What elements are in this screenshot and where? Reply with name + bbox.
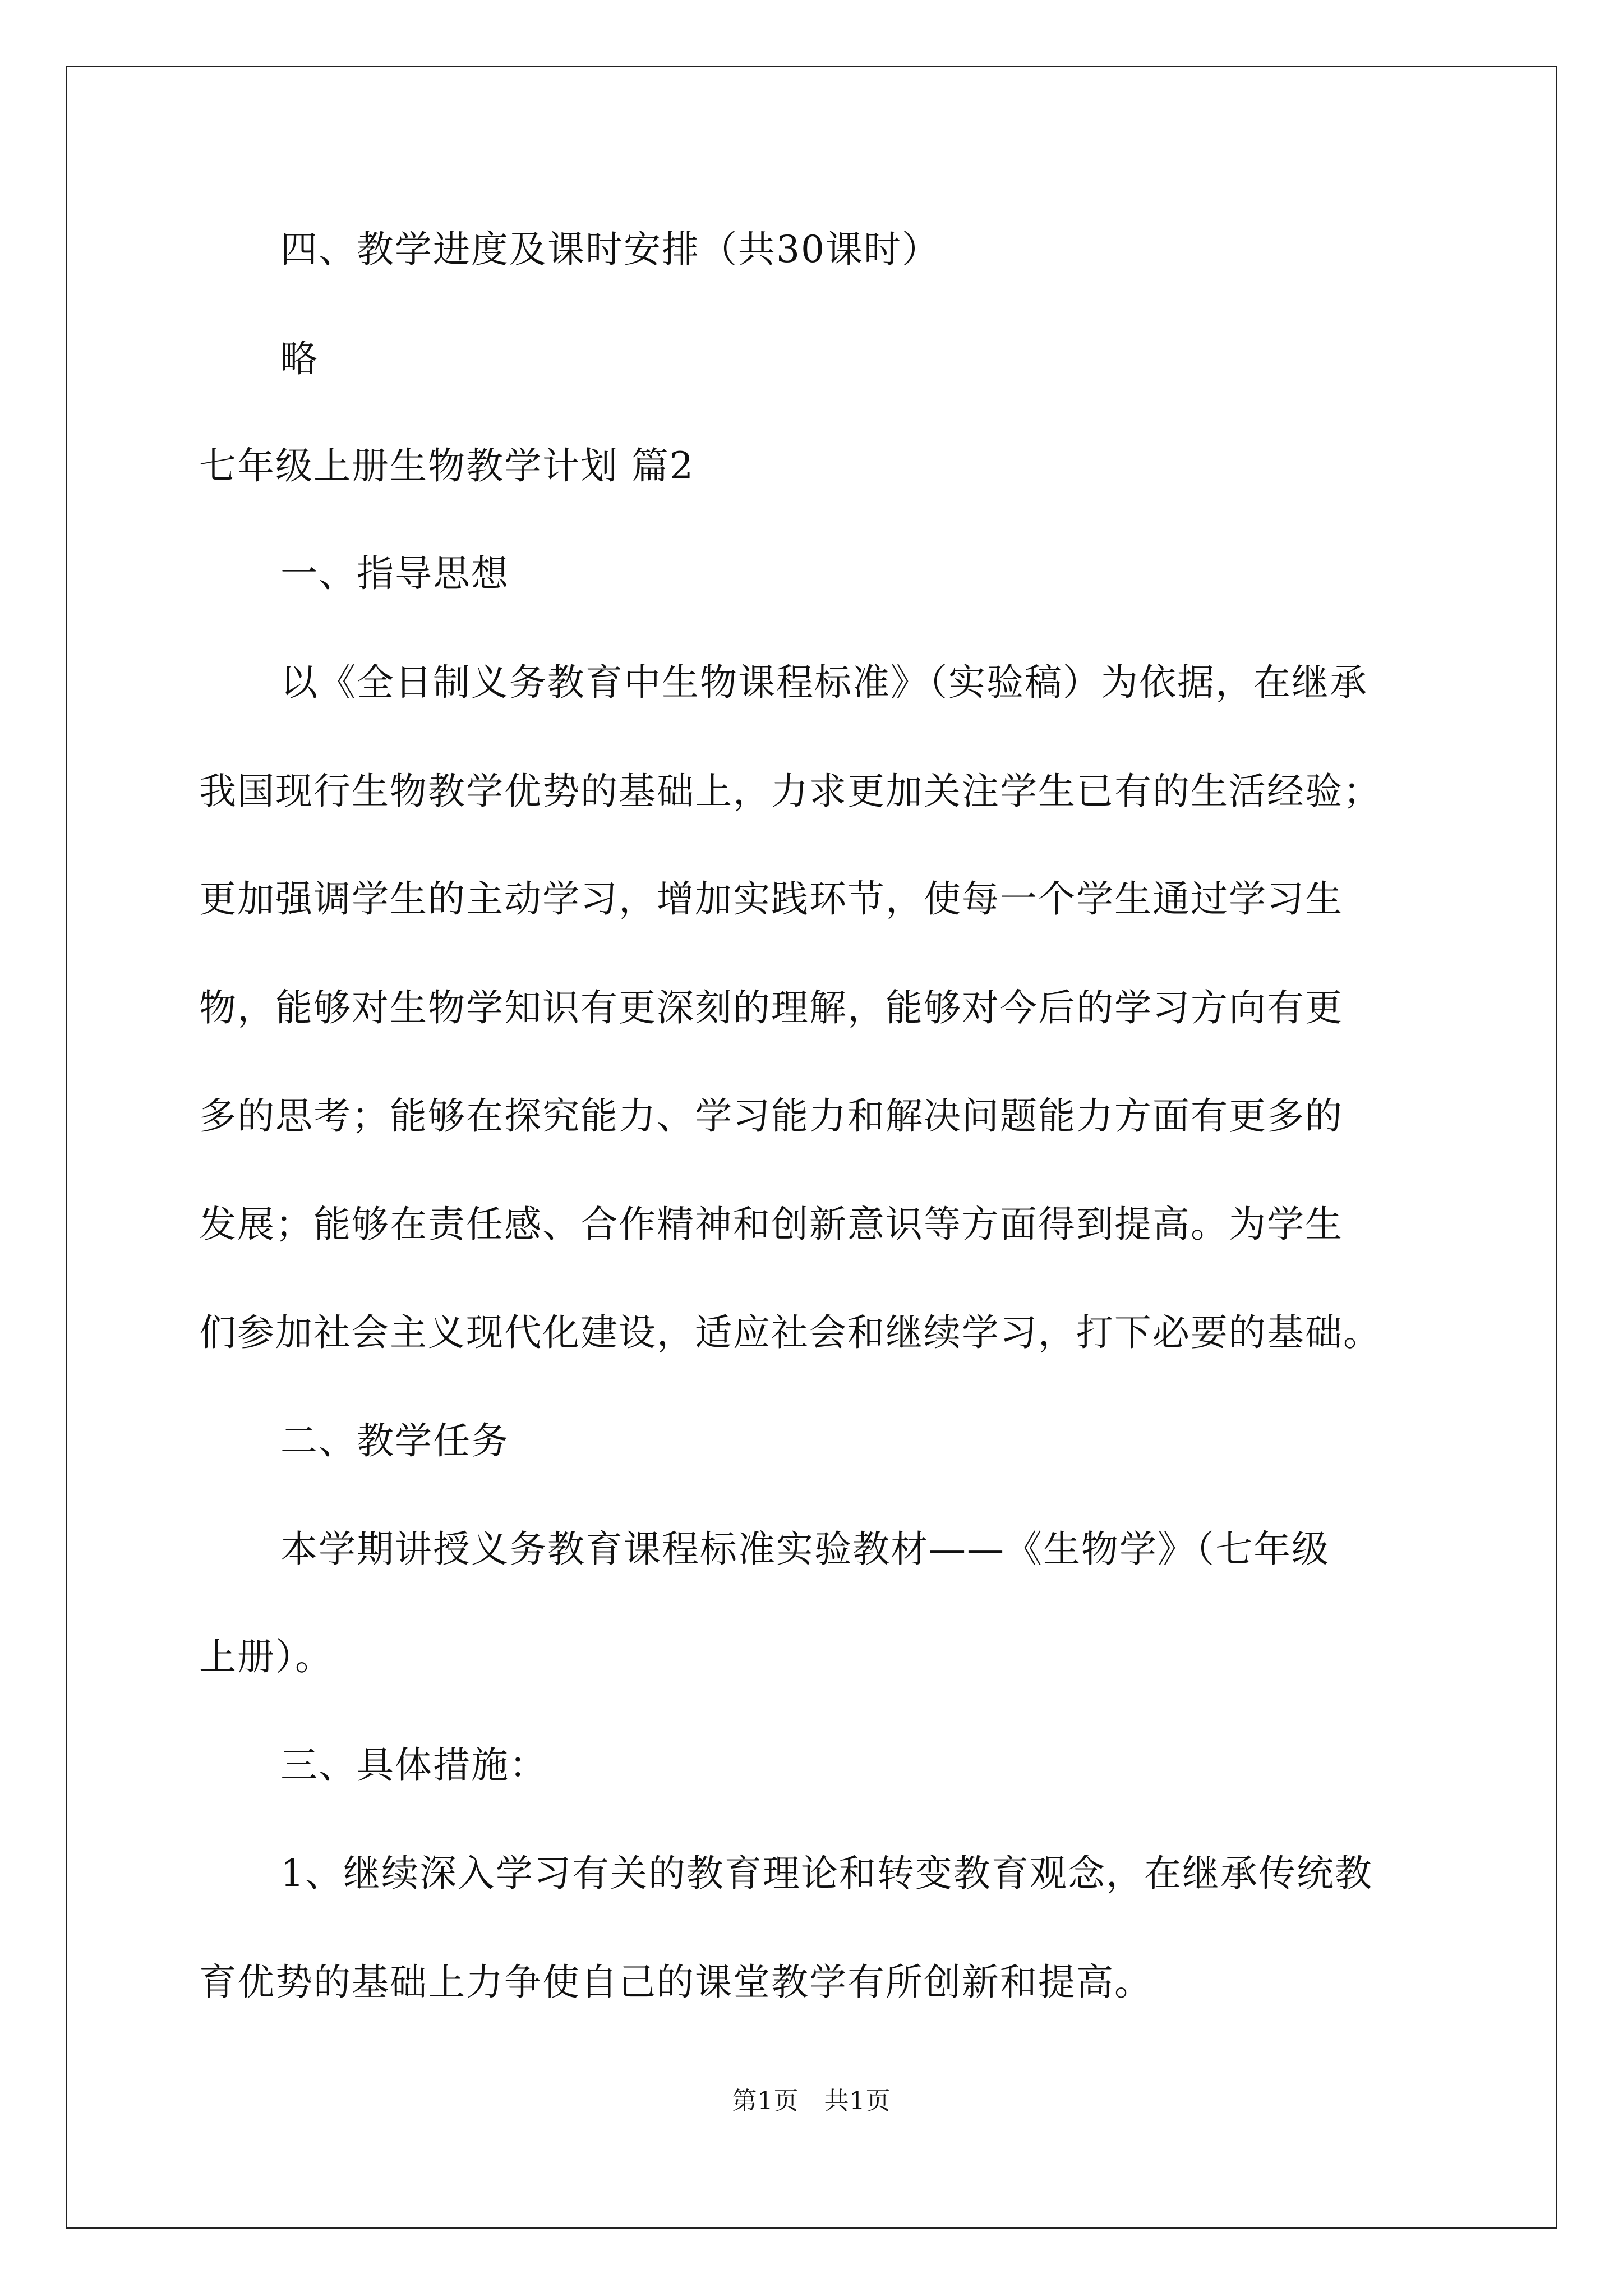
paragraph-line: 多的思考；能够在探究能力、学习能力和解决问题能力方面有更多的 (199, 1094, 1343, 1138)
document-title: 七年级上册生物教学计划 篇2 (199, 444, 694, 487)
paragraph-line: 我国现行生物教学优势的基础上，力求更加关注学生已有的生活经验； (199, 770, 1381, 813)
paragraph-text: 略 (280, 337, 319, 380)
section-heading-schedule: 四、教学进度及课时安排（共30课时） (280, 228, 940, 271)
paragraph-line: 上册）。 (199, 1635, 333, 1678)
page-border (66, 66, 1557, 2229)
paragraph-line: 发展；能够在责任感、合作精神和创新意识等方面得到提高。为学生 (199, 1203, 1343, 1246)
paragraph-line: 物，能够对生物学知识有更深刻的理解，能够对今后的学习方向有更 (199, 986, 1343, 1029)
paragraph-line: 更加强调学生的主动学习，增加实践环节，使每一个学生通过学习生 (199, 877, 1343, 921)
paragraph-line: 育优势的基础上力争使自己的课堂教学有所创新和提高。 (199, 1961, 1152, 2004)
section-heading-teaching-tasks: 二、教学任务 (280, 1419, 509, 1462)
paragraph-line: 1、继续深入学习有关的教育理论和转变教育观念，在继承传统教 (280, 1852, 1373, 1895)
section-heading-guiding-ideology: 一、指导思想 (280, 552, 509, 595)
paragraph-line: 本学期讲授义务教育课程标准实验教材——《生物学》（七年级 (280, 1527, 1330, 1571)
paragraph-line: 以《全日制义务教育中生物课程标准》（实验稿）为依据，在继承 (280, 661, 1368, 704)
section-heading-measures: 三、具体措施： (280, 1743, 547, 1787)
page-footer: 第1页 共1页 (732, 2087, 891, 2115)
paragraph-line: 们参加社会主义现代化建设，适应社会和继续学习，打下必要的基础。 (199, 1311, 1381, 1354)
